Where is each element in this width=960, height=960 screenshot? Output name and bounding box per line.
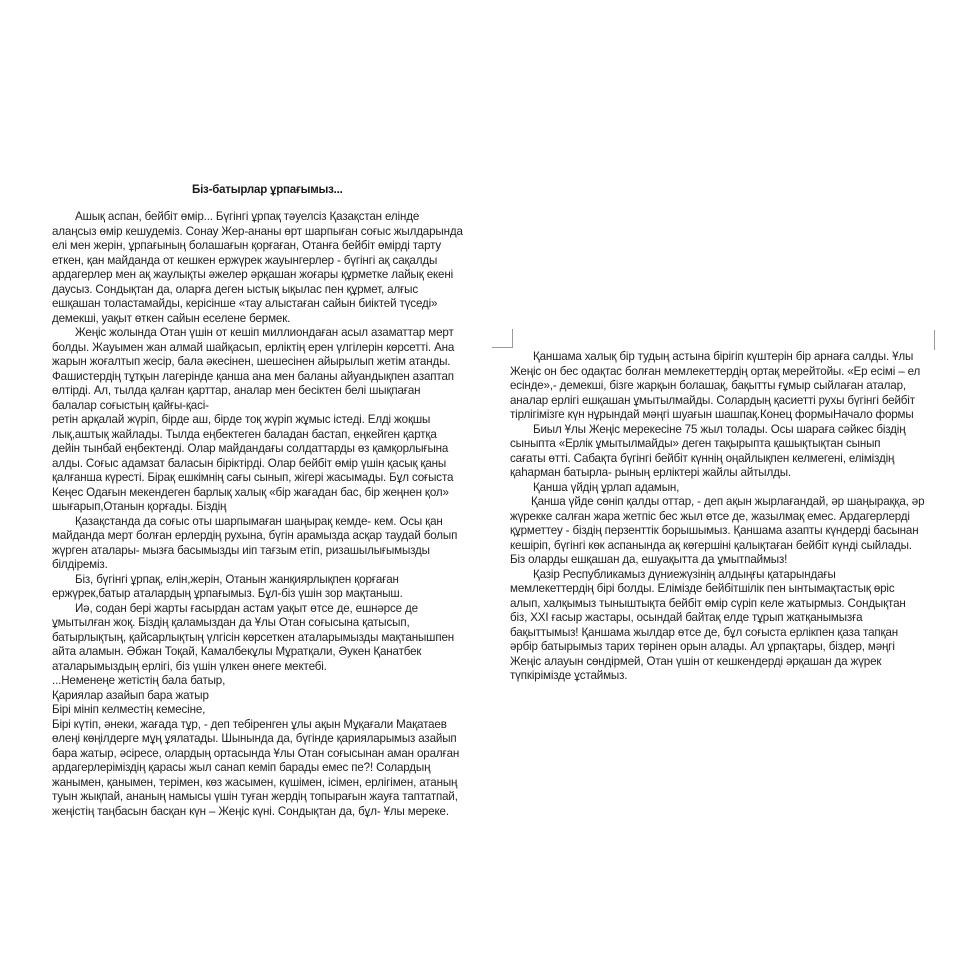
text-line: Иә, содан бері жарты ғасырдан астам уақыт өтсе де, ешнәрсе де [75, 601, 418, 615]
page-corner-mark-right [934, 330, 935, 350]
text-line: Кеңес Одағын мекендеген барлық халық «бір жағадан бас, бір жеңнен қол» [52, 485, 449, 499]
text-line: өлеңі көңілдерге мұң ұялатады. Шынында да, бүгінде қарияларымыз азайып [52, 732, 457, 745]
document-title: Біз-батырлар ұрпағымыз... [192, 184, 343, 196]
text-line: шығарып,Отанын қорғады. Біздің [52, 500, 227, 513]
text-line: бақыттымыз! Қаншама жылдар өтсе де, бұл соғыста ерлікпен қаза тапқан [510, 625, 898, 639]
text-line: жүрген аталары- мызға басымызды иіп тағзым етіп, ризашылығымызды [52, 543, 430, 557]
text-line: туын жықпай, ананың намысы үшін туған жердің топырағын жауға таптатпай, [52, 790, 458, 803]
text-line: Жеңіс он бес одақтас болған мемлекеттердің ортақ мерейтойы. «Ер есімі – ел [510, 364, 921, 378]
text-line: өлтірді. Ал, тылда қалған қарттар, аналар мен бесіктен белі шықпаған [52, 384, 421, 397]
text-line: сағаты өтті. Сабақта бүгінгі бейбіт күннің оңайлықпен келмегені, еліміздің [510, 451, 895, 465]
text-line: біз, XXI ғасыр жастары, осындай байтақ елде тұрып жатқанымызға [510, 611, 863, 624]
text-line: айта аламын. Әбжан Тоқай, Камалбекұлы Мұратқали, Әукен Қанатбек [52, 645, 422, 658]
text-line: түпкірімізде ұстаймыз. [510, 669, 628, 682]
text-line: мемлекеттердің бірі болды. Елімізде бейбітшілік пен ынтымақтастық өріс [510, 582, 895, 595]
text-line: Қазір Республикамыз дүниежүзінің алдыңғы қатарындағы [533, 567, 836, 581]
text-line: еткен, қан майданда от кешкен ержүрек жауынгерлер - бүгінгі ақ сақалды [52, 253, 438, 267]
text-line: Қанша үйдің ұрлап адамын, [533, 480, 680, 494]
text-line: құрметтеу - біздің перзенттік борышымыз. Қаншама азапты күндерді басынан [510, 524, 919, 537]
text-line: тірлігімізге күн нұрындай мәңгі шуағын шашпақ.Конец формыНачало формы [510, 408, 914, 421]
text-line: кешіріп, бүгінгі көк аспанында ақ көгершіні қалықтаған бейбіт күнді сыйлады. [510, 538, 912, 552]
text-line: жеңістің таңбасын басқан күн – Жеңіс күні. Сондықтан да, бұл- Ұлы мереке. [52, 804, 449, 818]
text-line: Біз, бүгінгі ұрпақ, елін,жерін, Отанын жанқиярлықпен қорғаған [75, 572, 399, 586]
text-line: жарын жоғалтып жесір, бала әкесінен, шешесінен айырылып жетім атанды. [52, 355, 451, 368]
text-line: алып, халқымыз тыныштықта бейбіт өмір сүріп келе жатырмыз. Сондықтан [510, 596, 906, 610]
text-line: бара жатыр, әсіресе, олардың ортасында Ұлы Отан соғысынан аман оралған [52, 746, 460, 760]
text-line: дейін тынбай еңбектенді. Олар майдандағы солдаттарды өз қамқорлығына [52, 442, 449, 455]
text-line: елі мен жерін, ұрпағының болашағын қорғаған, Отанға бейбіт өмірді тарту [52, 239, 442, 252]
text-line: балалар соғыстың қайғы-қасі- [52, 398, 209, 412]
text-line: ешқашан толастамайды, керісінше «тау алыстаған сайын биіктей түседі» [52, 297, 438, 310]
text-line: Қазақстанда да соғыс оты шарпымаған шаңырақ кемде- кем. Осы қан [75, 514, 443, 528]
text-line: Ашық аспан, бейбіт өмір... Бүгінгі ұрпақ тәуелсіз Қазақстан елінде [75, 210, 420, 223]
text-line: Қаншама халық бір тудың астына бірігіп күштерін бір арнаға салды. Ұлы [533, 350, 914, 363]
text-line: Қариялар азайып бара жатыр [52, 688, 209, 702]
text-line: алаңсыз өмір кешудеміз. Сонау Жер-ананы өрт шарпыған соғыс жылдарында [52, 224, 463, 238]
page-corner-mark-left [492, 329, 513, 348]
text-line: есінде»,- демекші, бізге жарқын болашақ, бақытты ғұмыр сыйлаған аталар, [510, 379, 906, 392]
text-line: Биыл Ұлы Жеңіс мерекесіне 75 жыл толады. Осы шараға сәйкес біздің [533, 422, 906, 436]
text-line: ардагерлеріміздің қарасы жыл санап кеміп барады емес пе?! Солардың [52, 761, 431, 774]
text-line: ұмытылған жоқ. Біздің қаламыздан да Ұлы Отан соғысына қатысып, [52, 616, 410, 629]
text-line: білдіреміз. [52, 558, 108, 571]
text-line: қаһарман батырла- рының ерліктері жайлы айтылды. [510, 466, 791, 479]
text-line: даусыз. Сондықтан да, оларға деген ыстық ықылас пен құрмет, алғыс [52, 282, 418, 296]
text-line: Қанша үйде сөніп қалды оттар, - деп ақын жырлағандай, әр шаңыраққа, әр [531, 495, 925, 508]
text-line: батырлықтың, қайсарлықтың үлгісін көрсеткен аталарымызды мақтанышпен [52, 630, 455, 644]
text-line: алды. Соғыс адамзат баласын біріктірді. Олар бейбіт өмір үшін қасық қаны [52, 456, 447, 470]
left-text-column [52, 210, 472, 819]
text-line: Жеңіс алауын сөндірмей, Отан үшін от кешкендерді әрқашан да жүрек [510, 654, 882, 668]
text-line: лық,аштық жайлады. Тылда еңбектеген баладан бастап, еңкейген қартқа [52, 427, 437, 441]
text-line: демекші, уақыт өткен сайын еселене бермек. [52, 311, 291, 325]
text-line: қалғанша күресті. Бірақ ешкімнің сағы сынып, жігері жасымады. Бұл соғыста [52, 471, 454, 484]
text-line: сыныпта «Ерлік ұмытылмайды» деген тақырыпта қашықтықтан сынып [510, 437, 881, 450]
text-line: майданда мерт болған ерлердің рухына, бүгін арамызда асқар таудай болып [52, 529, 458, 542]
text-line: Фашистердің тұтқын лагерінде қанша ана мен баланы айуандықпен азаптап [52, 369, 454, 383]
text-line: ардагерлер мен ақ жаулықты әжелер әрқашан жоғары құрметке лайық екені [52, 268, 454, 281]
text-line: Бірі күтіп, әнеки, жағада тұр, - деп тебіренген ұлы ақын Мұқағали Мақатаев [52, 717, 447, 731]
text-line: ретін арқалай жүріп, бірде аш, бірде тоқ жүріп жұмыс істеді. Елді жоқшы [52, 413, 431, 426]
text-line: болды. Жауымен жан алмай шайқасып, ерліктің ерен үлгілерін көрсетті. Ана [52, 340, 455, 354]
text-line: ...Неменеңе жетістің бала батыр, [52, 674, 226, 687]
right-text-column [510, 350, 935, 684]
text-line: жанымен, қанымен, терімен, көз жасымен, күшімен, ісімен, ерлігімен, атаның [52, 775, 458, 789]
text-line: аталарымыздың ерлігі, біз үшін үлкен өнеге мектебі. [52, 659, 327, 673]
text-line: Біз оларды ешқашан да, ешуақытта да ұмытпаймыз! [510, 553, 788, 566]
text-line: Жеңіс жолында Отан үшін от кешіп миллиондаған асыл азаматтар мерт [75, 326, 454, 339]
text-line: әрбір батырымыз тарих төрінен орын алады. Ал ұрпақтары, біздер, мәңгі [510, 640, 895, 653]
text-line: ержүрек,батыр аталардың ұрпағымыз. Бұл-біз үшін зор мақтаныш. [52, 587, 403, 600]
text-line: аналар ерлігі ешқашан ұмытылмайды. Солардың қасиетті рухы бүгінгі бейбіт [510, 393, 915, 407]
text-line: жүрекке салған жара жетпіс бес жыл өтсе де, жазылмақ емес. Ардагерлерді [510, 509, 910, 523]
text-line: Бірі мініп келместің кемесіне, [52, 703, 206, 716]
